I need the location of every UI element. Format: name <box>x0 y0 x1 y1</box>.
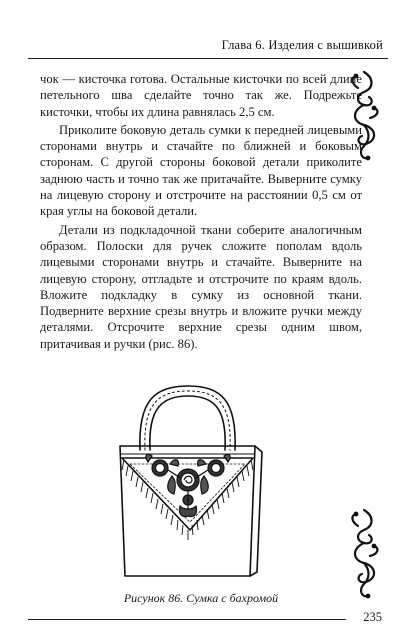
paragraph-3: Детали из подкладочной ткани соберите аналогичным образом. Полоски для ручек сложите пополам вдоль лицевыми сторонами внутрь и стачайте. Выверните на лицевую сторону, отгладьте и отстрочите по краям вдоль. Вложите подкладку в сумку из основной ткани. Подверните верхние срезы внутрь и вложите ручки между деталями. Отсрочите верхние срезы одним швом, притачивая и ручки (рис. 86). <box>40 222 362 351</box>
fringe-bag-illustration <box>100 380 275 585</box>
paragraph-1: чок — кисточка готова. Остальные кисточки по всей длине петельного шва сделайте точно так же. Подрежьте кисточки, чтобы их длина равнялась 2,5 см. <box>40 72 362 119</box>
paragraph-2: Приколите боковую деталь сумки к передней лицевыми сторонами внутрь и стачайте по ближней и боковым сторонам. С другой стороны боковой детали приколите заднюю часть и точно так же притачайте. Выверните сумку на лицевую сторону и отстрочите на расстоянии 0,5 см от края углы на боковой детали. <box>40 122 362 219</box>
running-header: Глава 6. Изделия с вышивкой <box>221 38 383 52</box>
body-text <box>40 71 362 352</box>
page-number: 235 <box>363 610 382 624</box>
footer-rule <box>28 619 346 620</box>
header-rule <box>28 58 388 59</box>
figure-caption: Рисунок 86. Сумка с бахромой <box>123 591 279 605</box>
swirl-ornament-bottom-icon <box>344 508 384 600</box>
